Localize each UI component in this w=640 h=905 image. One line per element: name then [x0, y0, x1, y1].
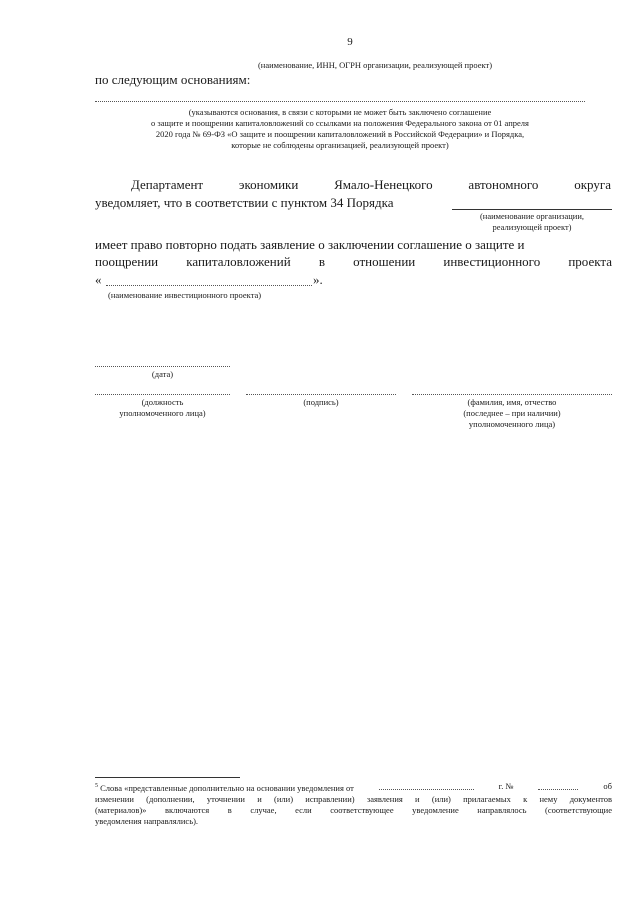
notice-word: отношении	[353, 254, 416, 269]
footnote-blank-number	[538, 781, 578, 790]
position-caption-line: уполномоченного лица)	[119, 408, 206, 418]
footnote-mark: 5	[95, 783, 98, 789]
quote-open: «	[95, 272, 102, 287]
basis-caption	[95, 107, 585, 151]
basis-caption-line: (указываются основания, в связи с которыми не может быть заключено соглашение	[188, 107, 492, 117]
position-caption	[95, 397, 230, 419]
org-caption: (наименование, ИНН, ОГРН организации, реализующей проект)	[257, 60, 493, 70]
footnote-line-1	[95, 781, 612, 794]
basis-line	[95, 101, 585, 102]
fullname-caption	[412, 397, 612, 430]
org-caption-line: (наименование организации,	[479, 211, 585, 221]
notice-word: экономики	[238, 177, 299, 192]
notice-word: проекта	[568, 254, 612, 269]
notice-word: Департамент	[131, 177, 204, 192]
footnote-line-2: изменении (дополнении, уточнении и (или) исправлении) заявления и (или) прилагаемых к нему документов	[95, 793, 612, 804]
notice-line-1	[131, 176, 611, 194]
basis-caption-line: о защите и поощрении капиталовложений со ссылками на положения Федерального закона от 01 апреля	[151, 118, 529, 128]
position-caption-line: (должность	[141, 397, 184, 407]
footnote-end-word: об	[603, 781, 612, 791]
quote-close: ».	[313, 272, 323, 287]
notice-word: автономного	[468, 177, 539, 192]
footnote-line-3: (материалов)» включаются в случае, если соответствующее уведомление направлялось (соответствующие	[95, 804, 612, 815]
footnote-start	[95, 781, 354, 794]
basis-caption-line: которые не соблюдены организацией, реализующей проект)	[231, 140, 449, 150]
org-caption-line: реализующей проект)	[492, 222, 572, 232]
notice-word: Ямало-Ненецкого	[334, 177, 433, 192]
notice-word: в	[318, 254, 325, 269]
fullname-line	[412, 394, 612, 395]
basis-caption-line: 2020 года № 69-ФЗ «О защите и поощрении капиталовложений в Российской Федерации» и Порядка,	[155, 129, 525, 139]
notice-word: поощрении	[95, 254, 159, 269]
position-line	[95, 394, 230, 395]
date-line	[95, 366, 230, 367]
date-caption: (дата)	[151, 369, 174, 379]
basis-intro: по следующим основаниям:	[95, 72, 251, 87]
notice-word: округа	[574, 177, 611, 192]
footnote-blank-date	[379, 781, 474, 790]
notice-word: инвестиционного	[443, 254, 541, 269]
footnote-text-1: Слова «представленные дополнительно на основании уведомления от	[100, 782, 354, 793]
fullname-caption-line: (фамилия, имя, отчество	[467, 397, 557, 407]
notice-line-2: уведомляет, что в соответствии с пунктом 34 Порядка	[95, 195, 394, 210]
fullname-caption-line: (последнее – при наличии)	[463, 408, 561, 418]
footnote	[95, 781, 612, 827]
notice-line-3: имеет право повторно подать заявление о заключении соглашение о защите и	[95, 237, 525, 252]
project-name-line	[106, 285, 312, 286]
footnote-separator	[95, 777, 240, 778]
signature-line	[246, 394, 396, 395]
notice-line-4	[95, 253, 612, 271]
footnote-number-label: г. №	[498, 781, 514, 791]
notice-word: капиталовложений	[186, 254, 291, 269]
org-name-line	[452, 209, 612, 210]
fullname-caption-line: уполномоченного лица)	[468, 419, 556, 429]
signature-caption: (подпись)	[303, 397, 339, 407]
footnote-line-4: уведомления направлялись).	[95, 815, 199, 826]
project-caption: (наименование инвестиционного проекта)	[108, 290, 262, 300]
page-number: 9	[347, 36, 353, 48]
org-name-caption	[452, 211, 612, 233]
